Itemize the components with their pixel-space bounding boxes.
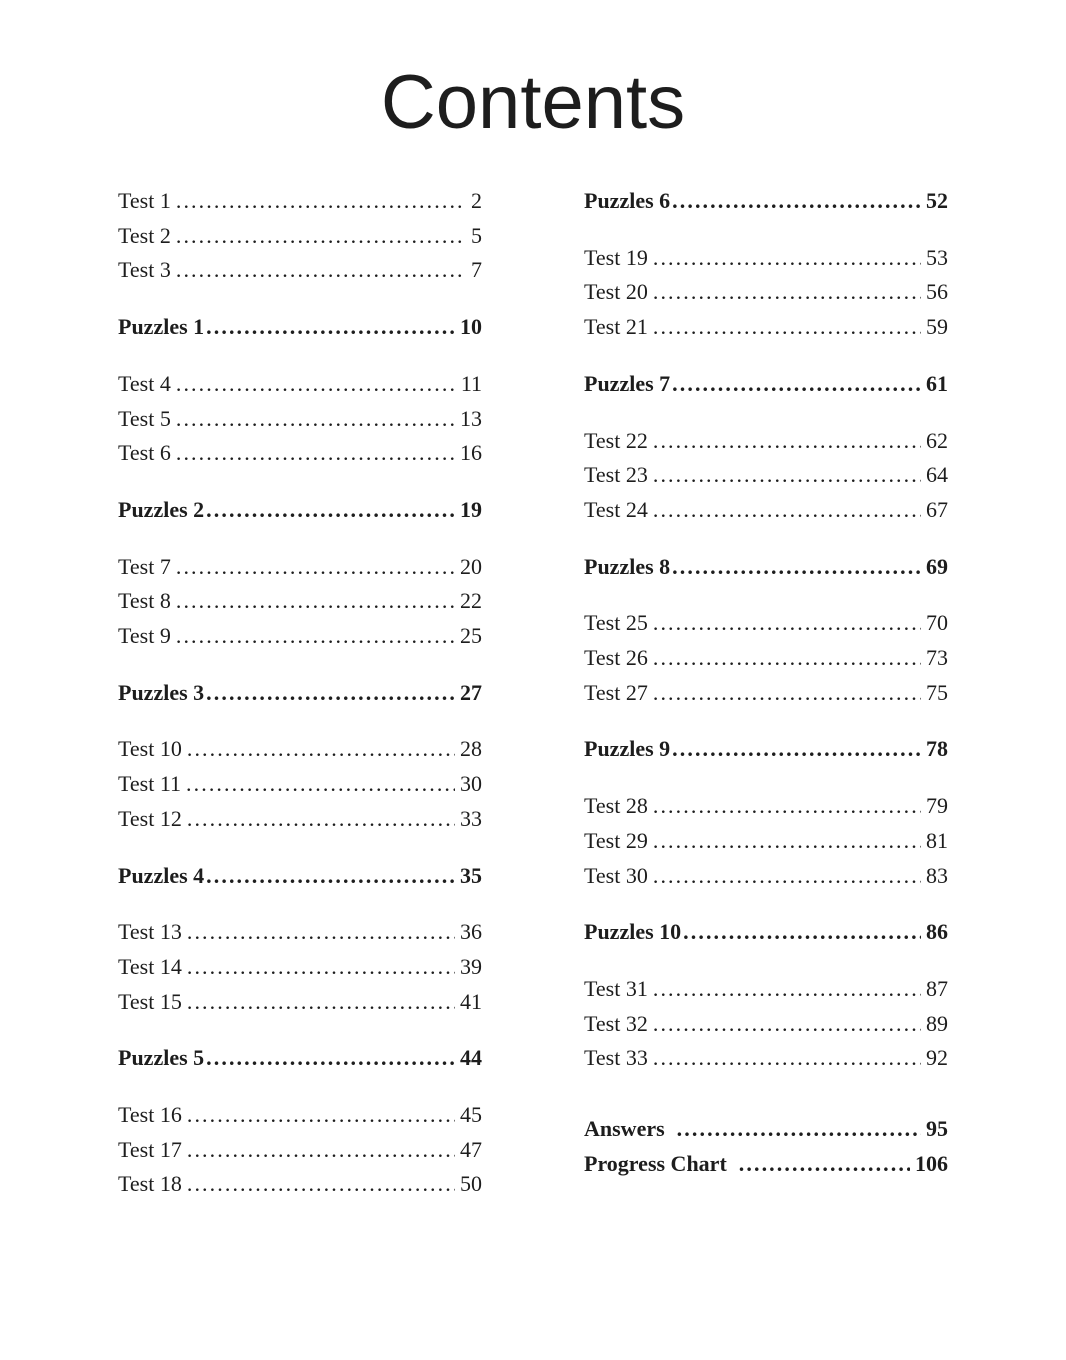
entry-label: Test 14 xyxy=(118,953,182,979)
entry-page-number: 35 xyxy=(460,862,482,888)
entry-label: Test 6 xyxy=(118,440,171,466)
entry-label: Test 16 xyxy=(118,1102,182,1128)
dot-leader xyxy=(653,493,921,528)
entry-label: Test 8 xyxy=(118,588,171,614)
toc-column-right xyxy=(584,184,948,1202)
dot-leader xyxy=(653,310,921,345)
toc-entry xyxy=(118,367,482,402)
dot-leader xyxy=(176,253,466,288)
entry-page-number: 86 xyxy=(926,919,948,945)
dot-leader xyxy=(672,550,921,585)
entry-page-number: 64 xyxy=(926,462,948,488)
entry-page-number: 41 xyxy=(460,988,482,1014)
toc-section-entry xyxy=(584,550,948,585)
entry-page-number: 22 xyxy=(460,588,482,614)
dot-leader xyxy=(176,584,455,619)
dot-leader xyxy=(206,1041,455,1076)
entry-label: Puzzles 7 xyxy=(584,370,671,396)
toc-entry xyxy=(584,972,948,1007)
dot-leader xyxy=(672,184,921,219)
entry-page-number: 36 xyxy=(460,919,482,945)
toc-section-entry xyxy=(118,310,482,345)
entry-label: Test 21 xyxy=(584,314,648,340)
dot-leader xyxy=(672,367,921,402)
dot-leader xyxy=(653,458,921,493)
dot-leader xyxy=(653,641,921,676)
dot-leader xyxy=(187,802,455,837)
entry-label: Test 10 xyxy=(118,736,182,762)
toc-entry xyxy=(118,550,482,585)
dot-leader xyxy=(653,789,921,824)
entry-page-number: 7 xyxy=(471,257,482,283)
dot-leader xyxy=(176,436,455,471)
entry-page-number: 78 xyxy=(926,736,948,762)
dot-leader xyxy=(739,1147,910,1182)
entry-label: Test 18 xyxy=(118,1171,182,1197)
entry-label: Puzzles 2 xyxy=(118,496,205,522)
entry-label: Test 11 xyxy=(118,771,182,797)
toc-entry xyxy=(118,184,482,219)
dot-leader xyxy=(653,241,921,276)
dot-leader xyxy=(186,767,455,802)
dot-leader xyxy=(683,915,921,950)
entry-label: Test 19 xyxy=(584,244,648,270)
dot-leader xyxy=(653,676,921,711)
toc-section-entry xyxy=(584,732,948,767)
toc-entry xyxy=(584,1041,948,1076)
entry-page-number: 95 xyxy=(926,1116,948,1142)
entry-page-number: 27 xyxy=(460,679,482,705)
entry-page-number: 79 xyxy=(926,793,948,819)
entry-page-number: 44 xyxy=(460,1045,482,1071)
toc-entry xyxy=(584,275,948,310)
toc-entry xyxy=(584,310,948,345)
entry-label: Test 12 xyxy=(118,805,182,831)
entry-page-number: 67 xyxy=(926,496,948,522)
dot-leader xyxy=(653,1007,921,1042)
entry-page-number: 50 xyxy=(460,1171,482,1197)
toc-entry xyxy=(118,219,482,254)
dot-leader xyxy=(653,275,921,310)
dot-leader xyxy=(187,950,455,985)
entry-page-number: 70 xyxy=(926,610,948,636)
toc-section-entry xyxy=(584,184,948,219)
entry-page-number: 28 xyxy=(460,736,482,762)
toc-section-entry xyxy=(118,493,482,528)
toc-entry xyxy=(118,1133,482,1168)
entry-page-number: 92 xyxy=(926,1045,948,1071)
toc-section-entry xyxy=(118,859,482,894)
dot-leader xyxy=(206,859,455,894)
entry-label: Test 32 xyxy=(584,1010,648,1036)
toc-entry xyxy=(118,402,482,437)
entry-label: Test 13 xyxy=(118,919,182,945)
toc-entry xyxy=(584,424,948,459)
entry-page-number: 106 xyxy=(915,1150,948,1176)
dot-leader xyxy=(187,1098,455,1133)
entry-page-number: 20 xyxy=(460,553,482,579)
entry-page-number: 45 xyxy=(460,1102,482,1128)
entry-page-number: 33 xyxy=(460,805,482,831)
toc-entry xyxy=(118,253,482,288)
entry-label: Test 27 xyxy=(584,679,648,705)
toc-entry xyxy=(584,1007,948,1042)
toc-entry xyxy=(118,1098,482,1133)
entry-page-number: 62 xyxy=(926,427,948,453)
dot-leader xyxy=(653,972,921,1007)
dot-leader xyxy=(653,424,921,459)
toc-section-entry xyxy=(584,915,948,950)
toc-entry xyxy=(584,859,948,894)
entry-label: Puzzles 9 xyxy=(584,736,671,762)
dot-leader xyxy=(176,184,466,219)
toc-columns xyxy=(118,184,948,1202)
entry-page-number: 16 xyxy=(460,440,482,466)
dot-leader xyxy=(187,732,455,767)
dot-leader xyxy=(206,310,455,345)
entry-page-number: 69 xyxy=(926,553,948,579)
entry-label: Test 9 xyxy=(118,623,171,649)
page-title: Contents xyxy=(380,60,686,145)
entry-label: Test 23 xyxy=(584,462,648,488)
toc-section-entry xyxy=(584,1112,948,1147)
entry-page-number: 61 xyxy=(926,370,948,396)
entry-page-number: 87 xyxy=(926,975,948,1001)
entry-page-number: 75 xyxy=(926,679,948,705)
entry-label: Progress Chart xyxy=(584,1150,727,1176)
entry-label: Test 4 xyxy=(118,370,171,396)
dot-leader xyxy=(176,550,455,585)
entry-label: Test 20 xyxy=(584,279,648,305)
entry-page-number: 73 xyxy=(926,645,948,671)
entry-label: Answers xyxy=(584,1116,665,1142)
toc-section-entry xyxy=(584,367,948,402)
entry-label: Test 5 xyxy=(118,405,171,431)
toc-entry xyxy=(584,606,948,641)
entry-page-number: 53 xyxy=(926,244,948,270)
toc-entry xyxy=(118,915,482,950)
entry-page-number: 11 xyxy=(460,370,482,396)
entry-label: Puzzles 3 xyxy=(118,679,205,705)
entry-label: Test 22 xyxy=(584,427,648,453)
dot-leader xyxy=(187,1167,455,1202)
entry-page-number: 2 xyxy=(471,188,482,213)
entry-page-number: 56 xyxy=(926,279,948,305)
toc-entry xyxy=(118,802,482,837)
toc-section-entry xyxy=(118,1041,482,1076)
entry-page-number: 39 xyxy=(460,953,482,979)
entry-label: Test 3 xyxy=(118,257,171,283)
entry-label: Test 26 xyxy=(584,645,648,671)
dot-leader xyxy=(653,824,921,859)
dot-leader xyxy=(176,619,455,654)
dot-leader xyxy=(176,402,455,437)
dot-leader xyxy=(176,219,466,254)
dot-leader xyxy=(206,676,455,711)
toc-section-entry xyxy=(118,676,482,711)
toc-column-left xyxy=(118,184,482,1202)
entry-page-number: 13 xyxy=(460,405,482,431)
entry-label: Test 29 xyxy=(584,827,648,853)
toc-entry xyxy=(584,789,948,824)
entry-label: Test 24 xyxy=(584,496,648,522)
dot-leader xyxy=(677,1112,921,1147)
toc-entry xyxy=(118,732,482,767)
entry-label: Test 15 xyxy=(118,988,182,1014)
toc-entry xyxy=(118,584,482,619)
dot-leader xyxy=(176,367,456,402)
dot-leader xyxy=(187,985,455,1020)
entry-page-number: 83 xyxy=(926,862,948,888)
entry-page-number: 89 xyxy=(926,1010,948,1036)
toc-entry xyxy=(118,950,482,985)
dot-leader xyxy=(187,915,455,950)
toc-entry xyxy=(584,676,948,711)
entry-label: Test 30 xyxy=(584,862,648,888)
toc-entry xyxy=(584,824,948,859)
entry-page-number: 52 xyxy=(926,188,948,213)
toc-entry xyxy=(584,241,948,276)
entry-label: Puzzles 10 xyxy=(584,919,682,945)
dot-leader xyxy=(672,732,921,767)
entry-page-number: 5 xyxy=(471,222,482,248)
entry-page-number: 81 xyxy=(926,827,948,853)
toc-entry xyxy=(584,458,948,493)
dot-leader xyxy=(206,493,455,528)
dot-leader xyxy=(653,606,921,641)
dot-leader xyxy=(653,859,921,894)
entry-label: Test 25 xyxy=(584,610,648,636)
toc-section-entry xyxy=(584,1147,948,1182)
entry-page-number: 10 xyxy=(460,314,482,340)
entry-page-number: 30 xyxy=(460,771,482,797)
entry-label: Test 31 xyxy=(584,975,648,1001)
entry-label: Test 17 xyxy=(118,1136,182,1162)
entry-label: Test 33 xyxy=(584,1045,648,1071)
entry-label: Puzzles 4 xyxy=(118,862,205,888)
toc-entry xyxy=(118,436,482,471)
entry-page-number: 47 xyxy=(460,1136,482,1162)
entry-label: Puzzles 6 xyxy=(584,188,671,213)
dot-leader xyxy=(653,1041,921,1076)
entry-label: Puzzles 5 xyxy=(118,1045,205,1071)
toc-entry xyxy=(118,1167,482,1202)
entry-page-number: 25 xyxy=(460,623,482,649)
toc-entry xyxy=(118,767,482,802)
entry-label: Test 1 xyxy=(118,188,171,213)
entry-page-number: 19 xyxy=(460,496,482,522)
toc-entry xyxy=(584,493,948,528)
dot-leader xyxy=(187,1133,455,1168)
toc-entry xyxy=(584,641,948,676)
entry-label: Test 28 xyxy=(584,793,648,819)
entry-page-number: 59 xyxy=(926,314,948,340)
entry-label: Puzzles 1 xyxy=(118,314,205,340)
toc-entry xyxy=(118,985,482,1020)
entry-label: Puzzles 8 xyxy=(584,553,671,579)
entry-label: Test 2 xyxy=(118,222,171,248)
toc-entry xyxy=(118,619,482,654)
entry-label: Test 7 xyxy=(118,553,171,579)
